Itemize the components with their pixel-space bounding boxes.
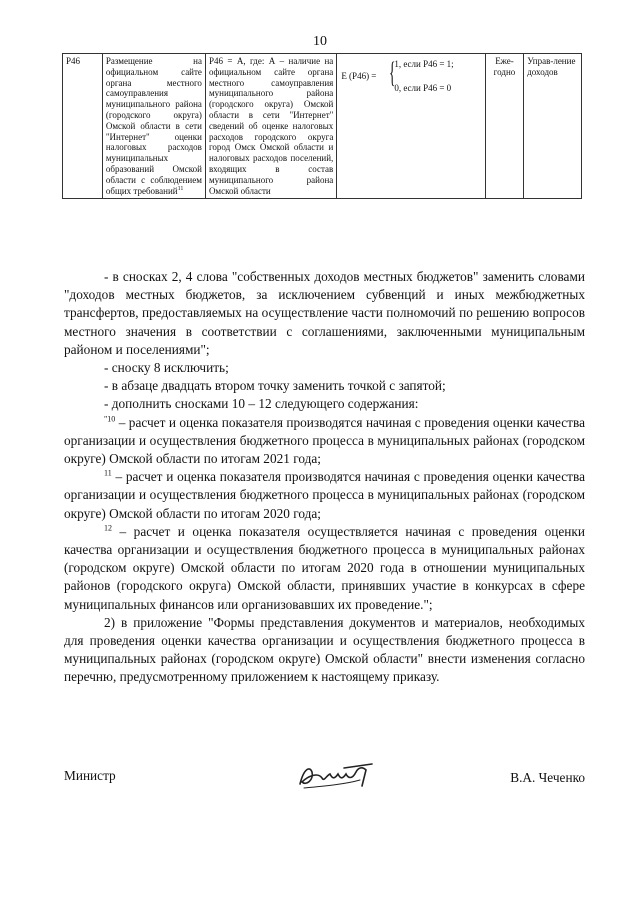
indicator-formula-cell xyxy=(337,54,485,199)
formula xyxy=(340,56,481,98)
signer-name: В.А. Чеченко xyxy=(510,770,585,785)
formula-brace-icon: { xyxy=(389,56,396,89)
indicator-name-footnote: 11 xyxy=(177,185,184,192)
indicator-name-cell xyxy=(102,54,205,199)
footnote-12-mark: 12 xyxy=(104,523,112,533)
formula-case-1: 1, если Р46 = 1; xyxy=(394,59,454,69)
footnote-10-text: – расчет и оценка показателя производятся начиная с проведения оценки качества организации и осуществления бюджетного процесса в муниципальных районах (городском округе) Омской области по итогам 2021 года; xyxy=(64,414,585,467)
handwritten-signature-icon xyxy=(296,762,376,792)
paragraph-abzac-22: - в абзаце двадцать втором точку заменить точкой с запятой; xyxy=(104,378,446,394)
footnote-10 xyxy=(64,414,585,469)
paragraph-footnotes-2-4: - в сносках 2, 4 слова "собственных доходов местных бюджетов" заменить словами "доходов местных бюджетов, за исключением субвенций и иных межбюджетных трансфертов, предоставляемых на осуществление части полномочий по решению вопросов местного значения в соответствии с соглашениями, заключенными муниципальным районом и поселениями"; xyxy=(64,269,585,357)
paragraph-footnote-8: - сноску 8 исключить; xyxy=(104,360,229,376)
indicator-code-cell: Р46 xyxy=(63,54,103,199)
footnote-11-mark: 11 xyxy=(104,468,112,478)
footnote-11 xyxy=(64,468,585,523)
footnote-12-text: – расчет и оценка показателя осуществляется начиная с проведения оценки качества организации и осуществления бюджетного процесса в муниципальных районах (городском округе) Омской области по итогам 2020 года в отношении муниципальных районов (городского округа) Омской области, принявших участие в конкурсах в сфере муниципальных финансов или организовавших их проведение."; xyxy=(64,523,585,612)
indicator-table xyxy=(62,53,582,199)
formula-lhs: Е (Р46) = xyxy=(341,71,377,81)
formula-case-2: 0, если Р46 = 0 xyxy=(394,83,452,93)
indicator-frequency-cell: Еже-годно xyxy=(485,54,523,199)
paragraph-appendix-changes: 2) в приложение "Формы представления документов и материалов, необходимых для проведения оценки качества организации и осуществления бюджетного процесса в муниципальных районах (городском округе) Омской области" внести изменения согласно перечню, предусмотренному приложением к настоящему приказу. xyxy=(64,614,585,685)
footnote-10-mark: "10 xyxy=(104,414,116,424)
footnote-11-text: – расчет и оценка показателя производятся начиная с проведения оценки качества организации и осуществления бюджетного процесса в муниципальных районах (городском округе) Омской области по итогам 2020 года; xyxy=(64,469,585,521)
paragraph-add-footnotes: - дополнить сносками 10 – 12 следующего содержания: xyxy=(104,396,419,412)
table-row xyxy=(63,54,582,199)
signature-block xyxy=(64,762,585,802)
footnote-12 xyxy=(64,523,585,614)
indicator-name: Размещение на официальном сайте органа местного самоуправления муниципального района (городского округа) Омской области в сети "Интернет" оценки налоговых расходов муниципальных образований Омской области с соблюдением общих требований xyxy=(105,56,202,196)
document-body xyxy=(64,268,585,687)
signer-position: Министр xyxy=(64,768,116,783)
indicator-description-cell: Р46 = А, где: А – наличие на официальном сайте органа местного самоуправления муниципального района (городского округа) Омской области в сети "Интернет" сведений об оценке налоговых расходов городского округа город Омск Омской области и налоговых расходов поселений, входящих в состав муниципального района Омской области xyxy=(205,54,336,199)
indicator-source-cell: Управ-ление доходов xyxy=(524,54,582,199)
page-number: 10 xyxy=(313,34,327,49)
